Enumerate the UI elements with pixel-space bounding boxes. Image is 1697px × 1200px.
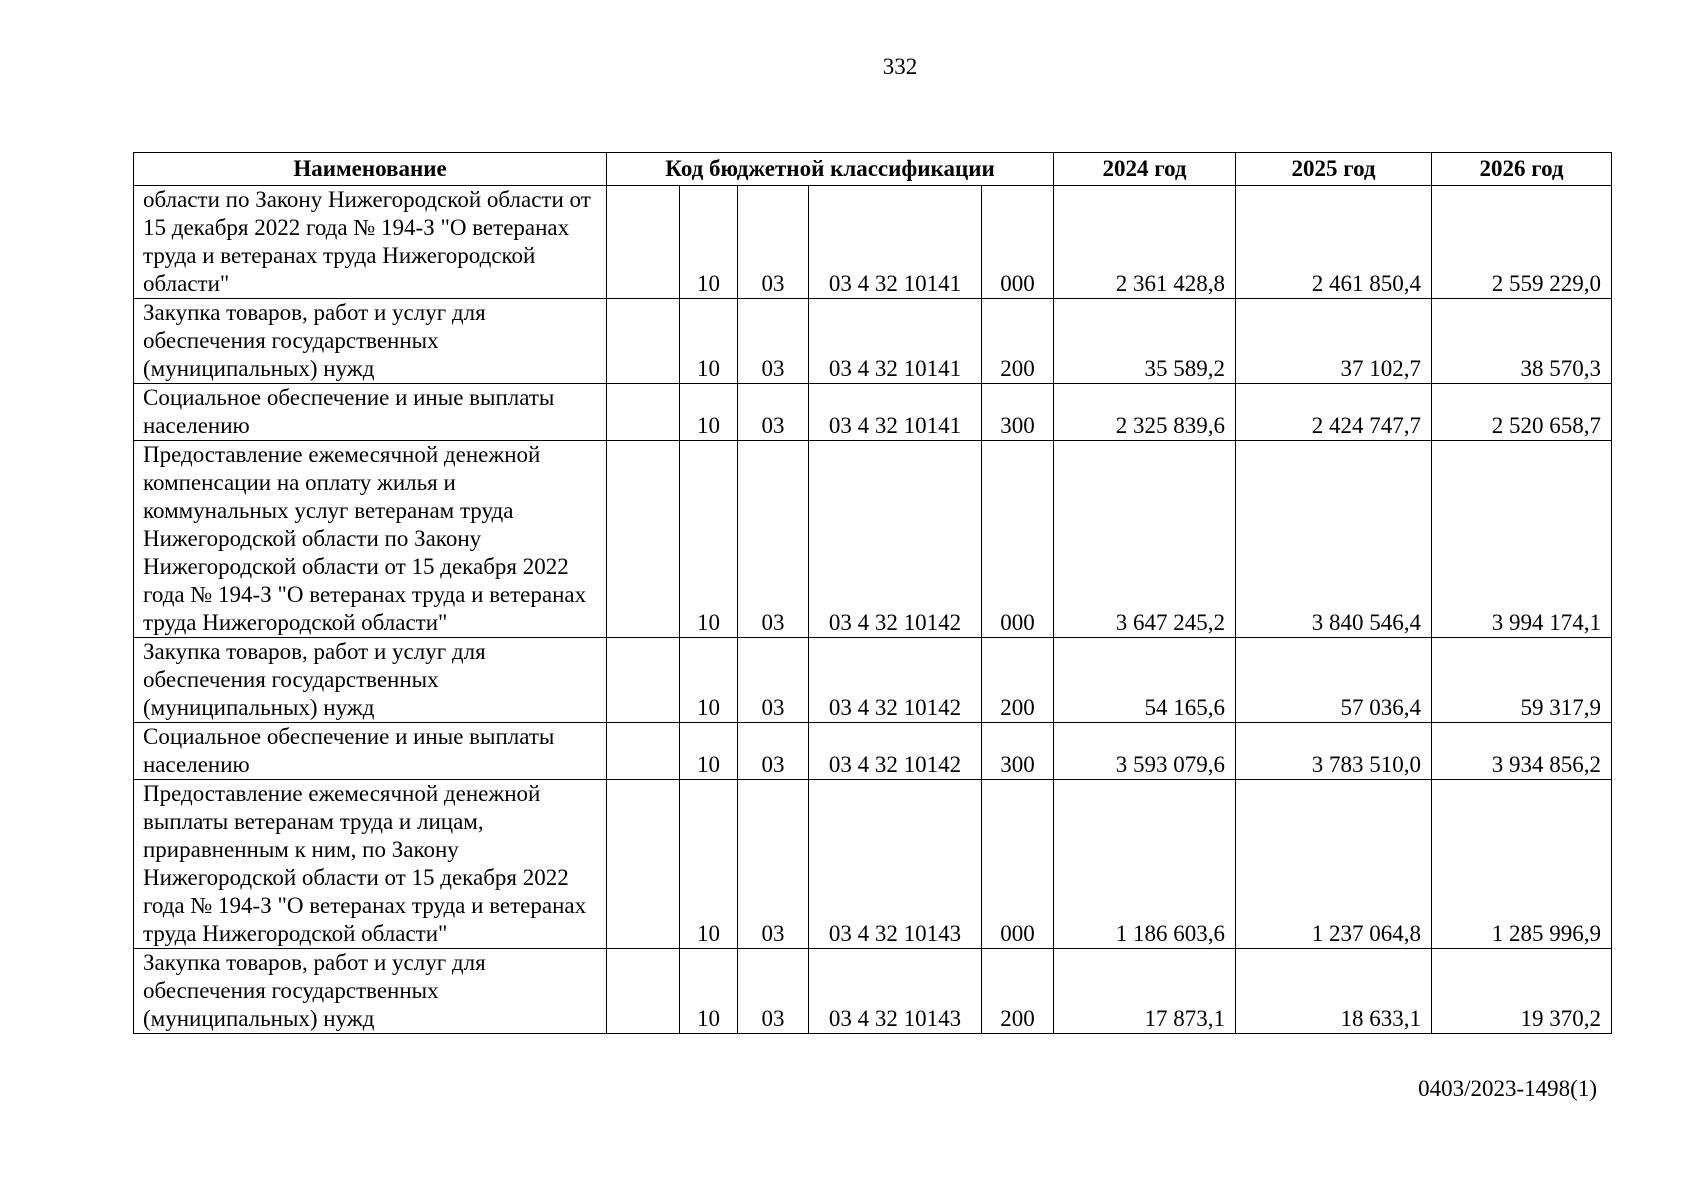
table-row [134, 723, 1612, 780]
amount-2025-cell: 2 424 747,7 [1236, 384, 1432, 441]
code-section-cell: 10 [680, 780, 738, 949]
table-row [134, 780, 1612, 949]
col-header-name: Наименование [134, 153, 607, 186]
amount-2024-cell: 2 361 428,8 [1054, 186, 1236, 299]
table-row [134, 441, 1612, 638]
table-row [134, 638, 1612, 723]
col-header-2024: 2024 год [1054, 153, 1236, 186]
code-expense-type-cell: 000 [982, 780, 1054, 949]
code-target-article-cell: 03 4 32 10141 [809, 384, 982, 441]
row-name-cell: Социальное обеспечение и иные выплаты населению [134, 384, 607, 441]
code-section-cell: 10 [680, 384, 738, 441]
code-section-cell: 10 [680, 441, 738, 638]
code-subsection-cell: 03 [738, 638, 809, 723]
amount-2025-cell: 57 036,4 [1236, 638, 1432, 723]
amount-2026-cell: 3 994 174,1 [1432, 441, 1612, 638]
amount-2024-cell: 17 873,1 [1054, 949, 1236, 1034]
code-section-cell: 10 [680, 723, 738, 780]
row-name-cell: Закупка товаров, работ и услуг для обеспечения государственных (муниципальных) нужд [134, 949, 607, 1034]
col-header-2025: 2025 год [1236, 153, 1432, 186]
amount-2026-cell: 2 520 658,7 [1432, 384, 1612, 441]
code-section-cell: 10 [680, 949, 738, 1034]
table-row [134, 384, 1612, 441]
code-blank-cell [607, 441, 680, 638]
amount-2025-cell: 2 461 850,4 [1236, 186, 1432, 299]
code-target-article-cell: 03 4 32 10141 [809, 186, 982, 299]
code-subsection-cell: 03 [738, 441, 809, 638]
row-name-cell: Предоставление ежемесячной денежной компенсации на оплату жилья и коммунальных услуг ветеранам труда Нижегородской области по Закону Нижегородской области от 15 декабря 2022 года № 194-З "О ветеранах труда и ветеранах труда Нижегородской области" [134, 441, 607, 638]
code-expense-type-cell: 300 [982, 723, 1054, 780]
row-name-cell: Предоставление ежемесячной денежной выплаты ветеранам труда и лицам, приравненным к ним, по Закону Нижегородской области от 15 декабря 2022 года № 194-З "О ветеранах труда и ветеранах труда Нижегородской области" [134, 780, 607, 949]
code-blank-cell [607, 299, 680, 384]
amount-2024-cell: 1 186 603,6 [1054, 780, 1236, 949]
code-expense-type-cell: 200 [982, 638, 1054, 723]
code-target-article-cell: 03 4 32 10143 [809, 949, 982, 1034]
code-subsection-cell: 03 [738, 299, 809, 384]
table-body [134, 186, 1612, 1034]
row-name-cell: Закупка товаров, работ и услуг для обеспечения государственных (муниципальных) нужд [134, 638, 607, 723]
amount-2025-cell: 3 783 510,0 [1236, 723, 1432, 780]
amount-2025-cell: 18 633,1 [1236, 949, 1432, 1034]
code-subsection-cell: 03 [738, 949, 809, 1034]
amount-2024-cell: 35 589,2 [1054, 299, 1236, 384]
code-expense-type-cell: 200 [982, 299, 1054, 384]
code-expense-type-cell: 000 [982, 441, 1054, 638]
amount-2026-cell: 59 317,9 [1432, 638, 1612, 723]
code-target-article-cell: 03 4 32 10142 [809, 441, 982, 638]
code-subsection-cell: 03 [738, 186, 809, 299]
code-blank-cell [607, 638, 680, 723]
amount-2025-cell: 37 102,7 [1236, 299, 1432, 384]
amount-2025-cell: 3 840 546,4 [1236, 441, 1432, 638]
code-subsection-cell: 03 [738, 384, 809, 441]
code-subsection-cell: 03 [738, 723, 809, 780]
table-row [134, 949, 1612, 1034]
code-blank-cell [607, 723, 680, 780]
amount-2026-cell: 1 285 996,9 [1432, 780, 1612, 949]
code-blank-cell [607, 949, 680, 1034]
code-section-cell: 10 [680, 186, 738, 299]
col-header-2026: 2026 год [1432, 153, 1612, 186]
code-target-article-cell: 03 4 32 10142 [809, 638, 982, 723]
code-blank-cell [607, 780, 680, 949]
amount-2026-cell: 19 370,2 [1432, 949, 1612, 1034]
row-name-cell: Социальное обеспечение и иные выплаты населению [134, 723, 607, 780]
code-expense-type-cell: 000 [982, 186, 1054, 299]
code-blank-cell [607, 384, 680, 441]
amount-2026-cell: 38 570,3 [1432, 299, 1612, 384]
budget-table [133, 152, 1612, 1034]
amount-2024-cell: 3 593 079,6 [1054, 723, 1236, 780]
code-target-article-cell: 03 4 32 10141 [809, 299, 982, 384]
row-name-cell: Закупка товаров, работ и услуг для обеспечения государственных (муниципальных) нужд [134, 299, 607, 384]
page-number: 332 [882, 54, 918, 79]
code-subsection-cell: 03 [738, 780, 809, 949]
amount-2025-cell: 1 237 064,8 [1236, 780, 1432, 949]
code-section-cell: 10 [680, 299, 738, 384]
table-row [134, 299, 1612, 384]
document-reference: 0403/2023-1498(1) [1418, 1076, 1597, 1101]
code-expense-type-cell: 200 [982, 949, 1054, 1034]
code-target-article-cell: 03 4 32 10143 [809, 780, 982, 949]
amount-2024-cell: 2 325 839,6 [1054, 384, 1236, 441]
code-target-article-cell: 03 4 32 10142 [809, 723, 982, 780]
amount-2024-cell: 3 647 245,2 [1054, 441, 1236, 638]
code-section-cell: 10 [680, 638, 738, 723]
amount-2024-cell: 54 165,6 [1054, 638, 1236, 723]
code-expense-type-cell: 300 [982, 384, 1054, 441]
code-blank-cell [607, 186, 680, 299]
table-row [134, 186, 1612, 299]
amount-2026-cell: 2 559 229,0 [1432, 186, 1612, 299]
amount-2026-cell: 3 934 856,2 [1432, 723, 1612, 780]
table-header-row [134, 153, 1612, 186]
col-header-code: Код бюджетной классификации [607, 153, 1054, 186]
row-name-cell: области по Закону Нижегородской области от 15 декабря 2022 года № 194-З "О ветеранах труда и ветеранах труда Нижегородской области" [134, 186, 607, 299]
